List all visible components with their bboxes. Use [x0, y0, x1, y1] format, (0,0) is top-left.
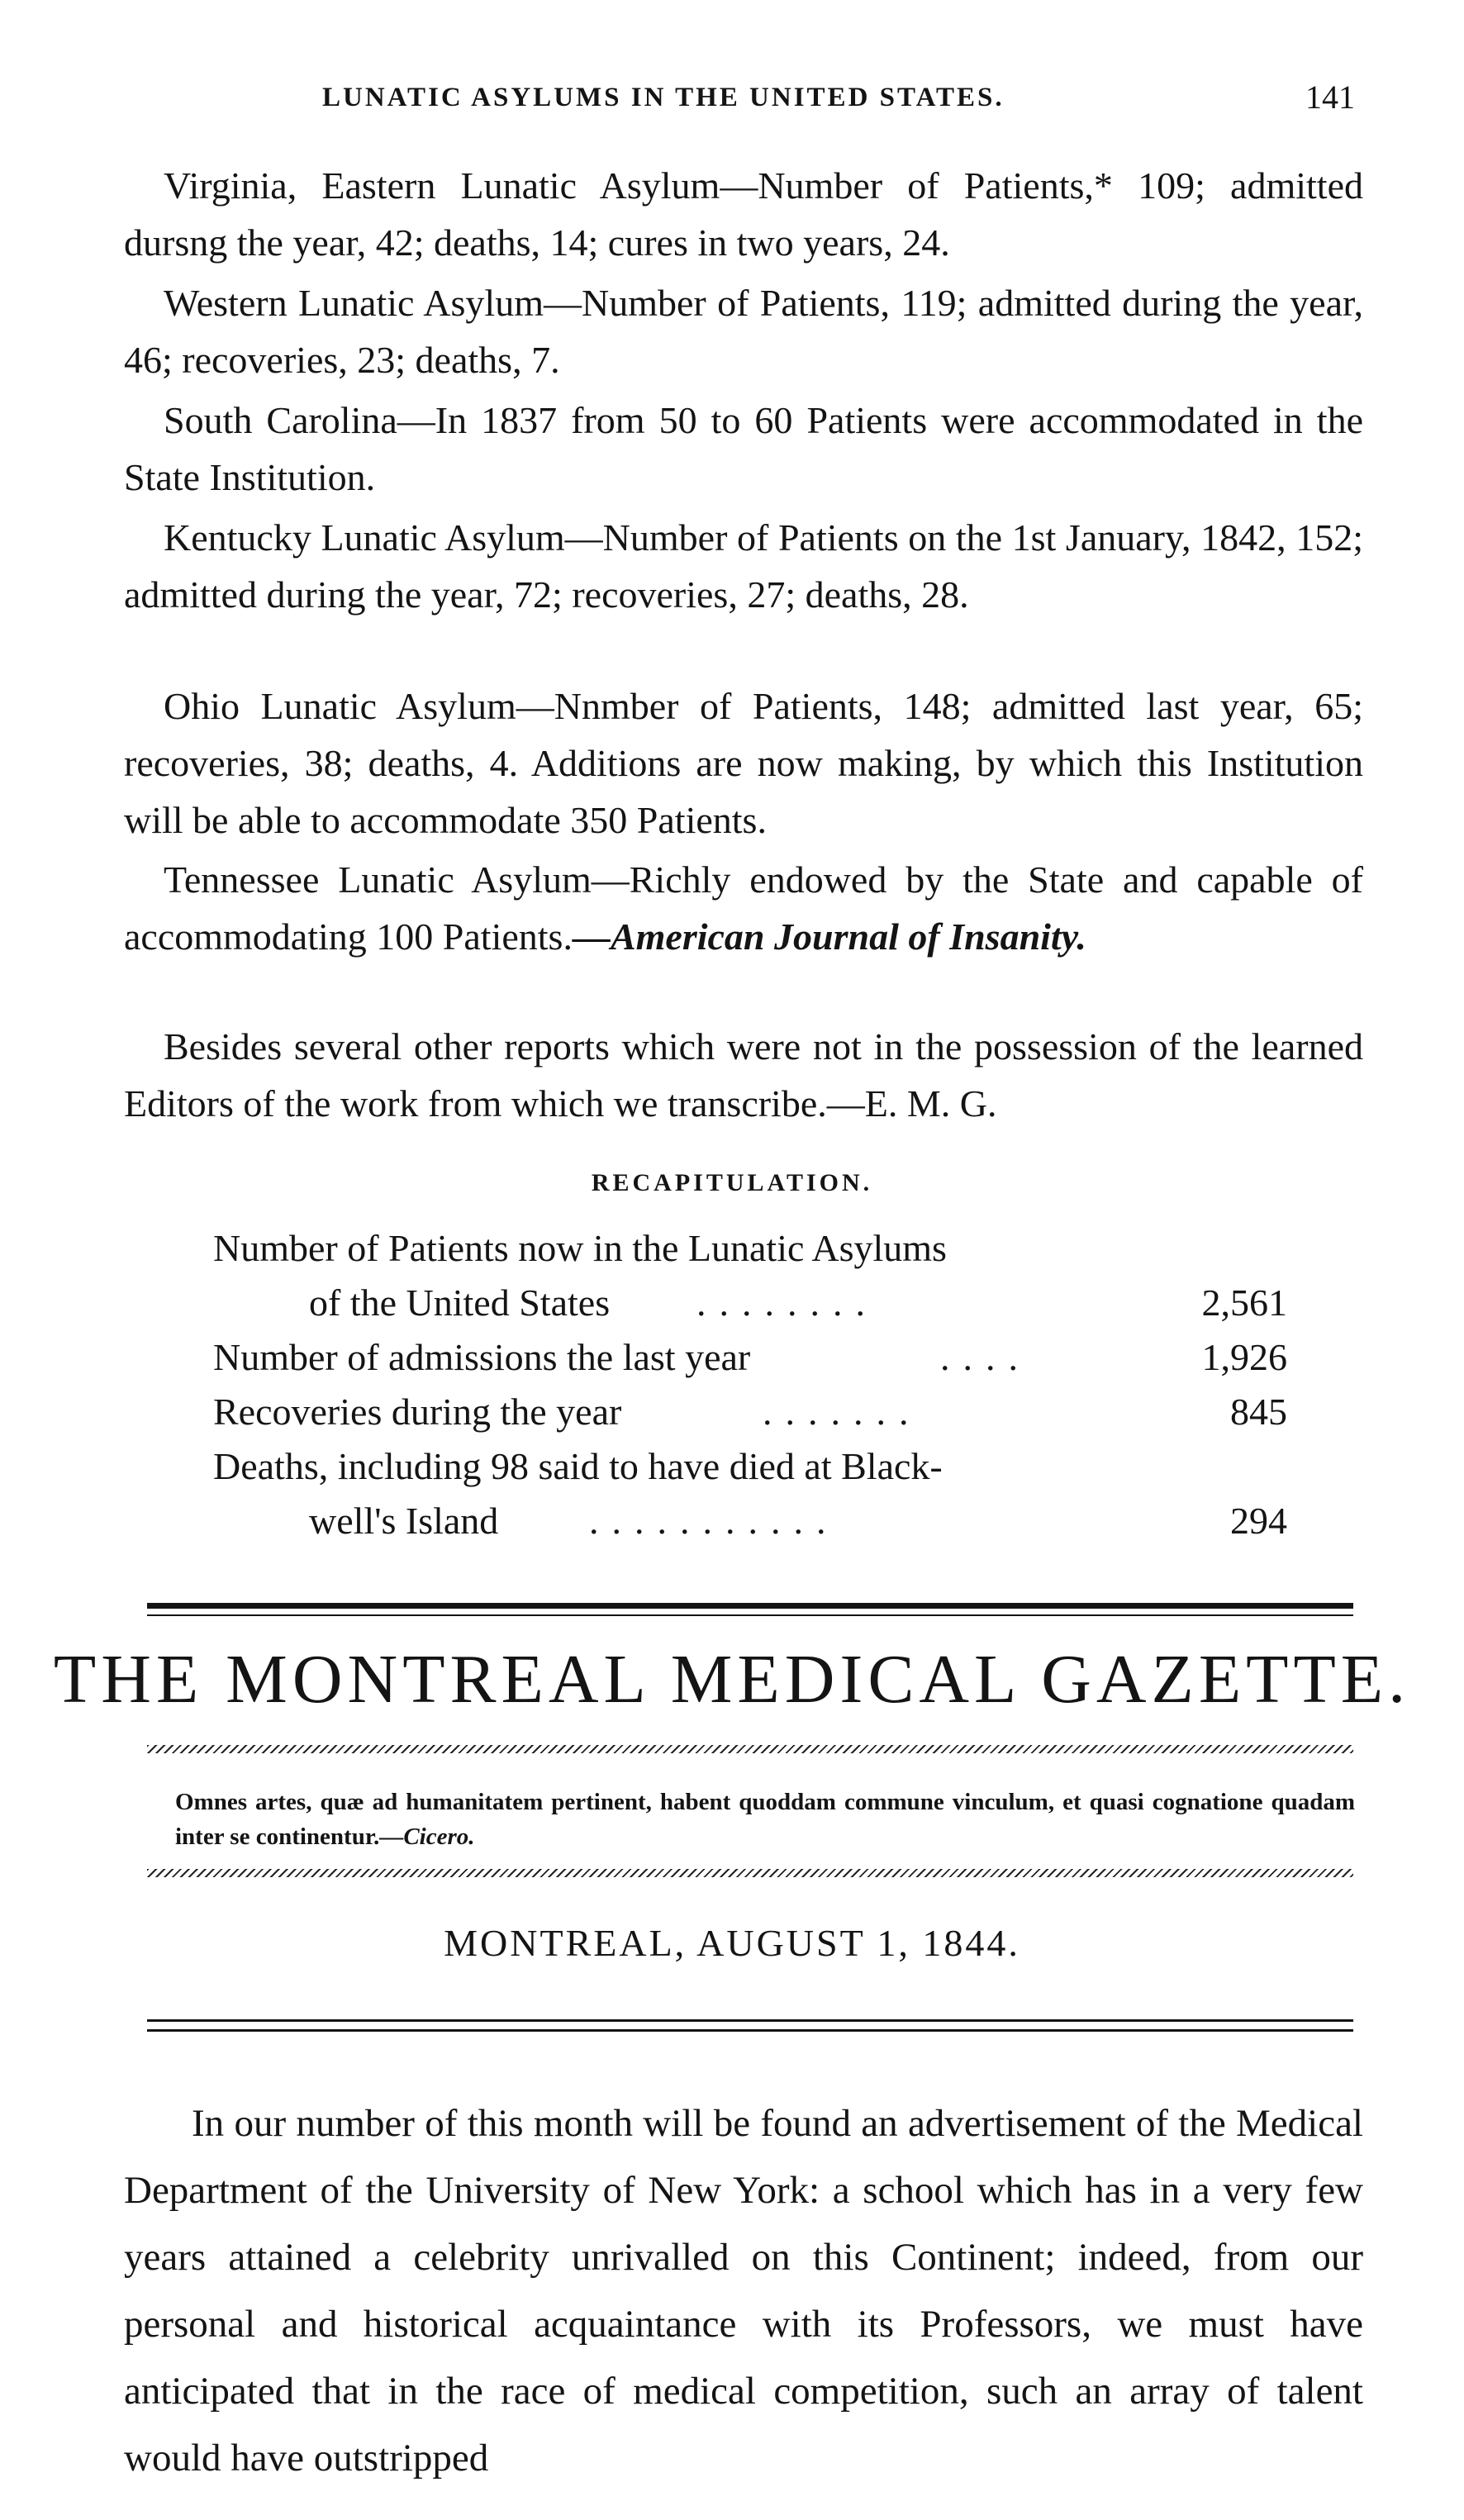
double-rule-top — [147, 2019, 1353, 2022]
motto-author: —Cicero. — [379, 1823, 475, 1850]
recap-value: 845 — [1230, 1391, 1287, 1433]
tennessee-citation: —American Journal of Insanity. — [572, 915, 1086, 958]
recap-row-admissions — [213, 1330, 1287, 1385]
heavy-rule — [147, 1603, 1353, 1609]
tennessee-text: Tennessee Lunatic Asylum—Richly endowed by the State and capable of accommodating 100 Patients. — [124, 858, 1363, 958]
recap-row-recoveries — [213, 1385, 1287, 1439]
recap-row-patients — [213, 1221, 1287, 1276]
recap-label-cont: well's Island — [309, 1500, 499, 1542]
leader-dots: ........ — [696, 1281, 878, 1324]
recap-label: Deaths, including 98 said to have died at Black- — [213, 1445, 943, 1487]
dateline: MONTREAL, AUGUST 1, 1844. — [444, 1922, 1020, 1964]
gazette-masthead: THE MONTREAL MEDICAL GAZETTE. — [53, 1641, 1411, 1718]
recapitulation-title: RECAPITULATION. — [591, 1169, 873, 1196]
recap-label: Recoveries during the year — [213, 1391, 622, 1433]
recap-value: 2,561 — [1201, 1281, 1287, 1324]
paragraph-virginia-eastern: Virginia, Eastern Lunatic Asylum—Number of Patients,* 109; admitted dursng the year, 42; deaths, 14; cures in two years, 24. — [124, 164, 1363, 264]
wavy-rule — [147, 1745, 1353, 1753]
paragraph-kentucky: Kentucky Lunatic Asylum—Number of Patients on the 1st January, 1842, 152; admitted during the year, 72; recoveries, 27; deaths, 28. — [124, 516, 1363, 616]
recap-label: Number of admissions the last year — [213, 1336, 751, 1378]
recap-value: 294 — [1230, 1500, 1287, 1542]
paragraph-south-carolina: South Carolina—In 1837 from 50 to 60 Patients were accommodated in the State Institution. — [124, 399, 1363, 498]
thin-rule — [147, 1614, 1353, 1616]
paragraph-virginia-western: Western Lunatic Asylum—Number of Patients, 119; admitted during the year, 46; recoveries, 23; deaths, 7. — [124, 282, 1363, 381]
recap-label-cont: of the United States — [309, 1281, 611, 1324]
recap-label: Number of Patients now in the Lunatic Asylums — [213, 1227, 947, 1269]
motto-text: Omnes artes, quæ ad humanitatem pertinent, habent quoddam commune vinculum, et quasi cognatione quadam inter se continentur. — [175, 1789, 1355, 1850]
paragraph-besides: Besides several other reports which were not in the possession of the learned Editors of the work from which we transcribe.—E. M. G. — [124, 1025, 1363, 1124]
editorial-paragraph: In our number of this month will be found an advertisement of the Medical Department of the University of New York: a school which has in a very few years attained a celebrity unrivalled on this Continent; indeed, from our personal and historical acquaintance with its Professors, we must have anticipated that in the race of medical competition, such an array of talent would have outstripped — [124, 2102, 1363, 2480]
double-rule-bottom — [147, 2029, 1353, 2032]
page-number: 141 — [1305, 78, 1355, 116]
recap-value: 1,926 — [1201, 1336, 1287, 1378]
running-head — [124, 78, 1355, 132]
leader-dots: ........... — [589, 1500, 839, 1542]
gazette-motto — [175, 1785, 1355, 1854]
leader-dots: ....... — [763, 1391, 922, 1433]
recap-row-deaths — [213, 1439, 1287, 1494]
wavy-rule — [147, 1869, 1353, 1877]
leader-dots: .... — [940, 1336, 1031, 1378]
running-title: LUNATIC ASYLUMS IN THE UNITED STATES. — [322, 83, 1005, 112]
paragraph-ohio: Ohio Lunatic Asylum—Nnmber of Patients, 148; admitted last year, 65; recoveries, 38; deaths, 4. Additions are now making, by which this Institution will be able to accommodate 350 Patients. — [124, 685, 1363, 841]
paragraph-tennessee — [124, 851, 1363, 965]
recap-row-deaths-cont — [213, 1494, 1287, 1548]
recap-row-patients-cont — [213, 1276, 1287, 1330]
